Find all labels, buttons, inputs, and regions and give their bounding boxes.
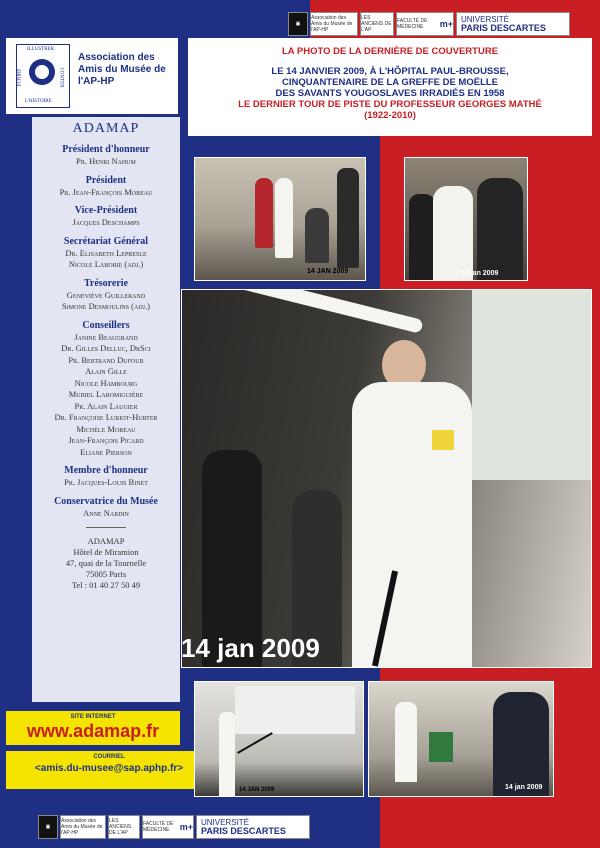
university-logo [456,12,570,36]
committee-section [32,496,180,520]
committee-section [32,465,180,489]
address-line: 47, quai de la Tournelle [65,558,147,568]
logo-word-illustrer: ILLUSTRER [27,47,54,52]
committee-sections [32,144,180,519]
section-title: Vice-Président [74,205,138,216]
member-name: Nicole Laborie (adj.) [68,259,144,269]
committee-section [32,278,180,313]
email-label: COURRIEL [93,754,125,760]
projection-screen [472,290,591,480]
photo-lecture [194,681,364,797]
headline-line3: CINQUANTENAIRE DE LA GREFFE DE MOËLLE [281,77,499,88]
committee-section [32,144,180,168]
faculte-logo-label: FACULTÉ DE MÉDECINE [397,18,428,30]
figure [275,178,293,258]
figure-white-coat [219,712,235,796]
member-name: Jean-François Picard [68,435,144,445]
member-name: Anne Nardin [83,507,129,518]
headline-line4: DES SAVANTS YOUGOSLAVES IRRADIÉS EN 1958 [275,88,505,99]
member-name: Pr. Jean-François Moreau [59,186,153,197]
figure [255,178,273,248]
faculte-logo-label: FACULTÉ DE MÉDECINE [143,821,174,833]
member-name: Dr. Gilles Delluc, DrSci [61,343,151,353]
photo-date: 14 JAN 2009 [307,268,349,275]
pointer [237,732,273,754]
email-link[interactable]: <amis.du-musee@sap.aphp.fr> [34,763,184,774]
faculte-logo: FACULTÉ DE MÉDECINE m+ [142,815,194,839]
logo-word-ecrire: ÉCRIRE [17,68,23,87]
photo-group-visit [194,157,366,281]
photo-date: 14 jan 2009 [505,784,543,791]
website-link[interactable]: www.adamap.fr [26,721,160,741]
member-name: Pr. Bertrand Dufour [68,354,144,365]
member-name: Eliane Pierson [80,446,132,457]
divider [86,527,126,528]
member-name: Michèle Moreau [76,423,136,434]
member-name: Dr. Françoise Luriot-Hurter [54,412,158,422]
member-name: Simone Desmoulins (adj.) [62,301,150,311]
member-name: Pr. Henri Nahum [76,156,136,166]
committee-section [32,236,180,271]
university-line2: PARIS DESCARTES [201,826,286,836]
section-title: Conseillers [82,319,130,331]
photo-date: 14 jan 2009 [461,270,499,277]
museum-logo-icon [16,44,70,108]
email-box [6,751,212,789]
figure-white-coat [395,702,417,782]
member-name: Nicole Hambourg [74,377,138,388]
section-title: Président [85,174,127,186]
section-title: Conservatrice du Musée [54,495,158,507]
asso-logo-text: Association des Amis du Musée de l'AP-HP [60,815,106,839]
org-title: Association des Amis du Musée de l'AP-HP [78,52,166,87]
green-chair [429,732,453,762]
logo-ring [29,59,55,85]
website-label: SITE INTERNET [70,714,116,720]
committee-section [32,205,180,229]
university-line1: UNIVERSITÉ [201,818,250,827]
figure-white-coat [352,382,472,667]
section-title: Président d'honneur [62,144,150,155]
photo-main-mathe [181,289,592,668]
logo-word-histoire: L'HISTOIRE [25,99,52,104]
asso-logo-icon: ▣ [288,12,308,36]
panel-title: ADAMAP [72,121,140,136]
member-name: Janine Beaugrand [74,331,138,342]
headline-line6: (1922-2010) [364,110,416,121]
member-name: Alain Gille [85,366,127,376]
main-photo-date: 14 jan 2009 [181,633,320,663]
asso-logo-text: Association des Amis du Musée de l'AP-HP [310,12,358,36]
photo-date: 14 JAN 2009 [239,787,275,793]
photo-hallway [368,681,554,797]
member-name: Pr. Alain Laugier [74,400,138,411]
headline-line1: LA PHOTO DE LA DERNIÈRE DE COUVERTURE [281,46,499,57]
cover-headline [188,38,592,136]
yellow-badge [432,430,454,450]
anciens-logo: LES ANCIENS DE L'AP [360,12,394,36]
committee-section [32,175,180,199]
university-line1: UNIVERSITÉ [461,15,510,24]
member-name: Dr. Elisabeth Lepresle [65,247,147,258]
member-name: Jacques Deschamps [72,217,140,227]
partner-logos-top [288,12,570,36]
headline-line2: LE 14 JANVIER 2009, À L'HÔPITAL PAUL-BROUSSE, [271,66,509,77]
logo-word-conter: CONTER [58,67,64,88]
partner-logos-bottom [38,815,310,839]
figure [409,194,435,280]
website-box [6,711,180,745]
member-name: Muriel Laromiguière [68,389,144,399]
faculte-logo: FACULTÉ DE MÉDECINE m+ [396,12,454,36]
member-name: Pr. Jacques-Louis Binet [64,477,148,487]
figure [477,178,523,280]
figure [337,168,359,268]
committee-panel [32,117,180,702]
address-line: ADAMAP [87,536,125,546]
phone-line: Tel : 01 40 27 50 49 [71,580,141,590]
asso-logo-icon: ▣ [38,815,58,839]
figure [305,208,329,263]
university-logo [196,815,310,839]
anciens-logo: LES ANCIENS DE L'AP [108,815,140,839]
committee-section [32,320,180,459]
photo-portrait-group [404,157,528,281]
address-line: 75005 Paris [85,569,127,579]
member-name: Geneviève Guillerand [66,289,146,300]
headline-line5: LE DERNIER TOUR DE PISTE DU PROFESSEUR GEORGES MATHÉ [238,99,542,110]
figure [433,186,473,280]
section-title: Trésorerie [83,277,129,289]
figure [493,692,549,796]
pointing-arm [187,289,423,334]
projection-screen [235,686,355,734]
postal-address [32,536,180,591]
section-title: Secrétariat Général [63,235,149,247]
section-title: Membre d'honneur [64,465,148,476]
address-line: Hôtel de Miramion [73,547,139,557]
university-line2: PARIS DESCARTES [461,23,546,33]
org-header [6,38,178,114]
